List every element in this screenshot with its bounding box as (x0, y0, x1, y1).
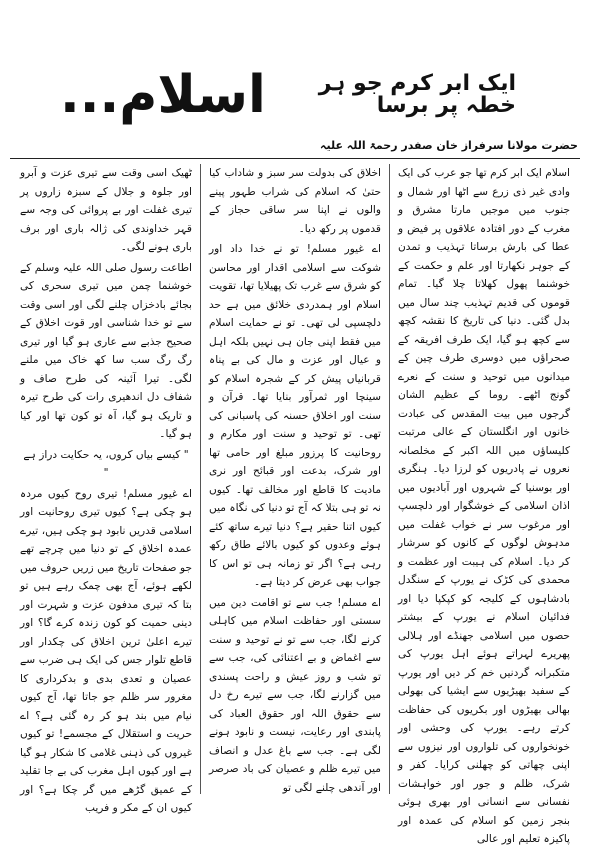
paragraph: ٹھیک اسی وقت سے تیری عزت و آبرو اور جلوہ و جلال کے سبزہ زاروں پر تیری غفلت اور بے پروائی کی وجہ سے قہر خداوندی کی ژالہ باری اور برف باری ہونے لگی۔ (20, 167, 192, 253)
headline-main: اسلام... (60, 65, 266, 125)
byline-author: حضرت مولانا سرفراز خان صفدر رحمۃ اللہ علیہ (320, 139, 578, 152)
column-1 (390, 164, 578, 845)
paragraph: اطاعت رسول صلی اللہ علیہ وسلم کے خوشنما چمن میں تیری سحری کی بجائے بادخزاں چلنے لگی اور اسی وقت سے تو خدا شناسی اور قوت اخلاق کے صحیح جذبے سے عاری ہو گیا اور تیری رگ رگ سب سا کھ خاک میں ملنے لگی۔ تیرا آئینہ کی طرح صاف و شفاف دل اندھیری رات کی طرح تیرہ و تاریک ہو گیا، آہ تو کون تھا اور کیا ہو گیا۔ (20, 261, 192, 440)
headline-subtitle: ایک ابر کرم جو ہر خطہ پر برسا (318, 71, 516, 118)
paragraph: اے غیور مسلم! تو نے خدا داد اور شوکت سے اسلامی اقدار اور محاسن کو شرق سے غرب تک پھیلایا تھا، تقویت اسلام اور ہمدردی خلائق میں ہے حد دلچسپی لی تھی۔ تو نے حمایت اسلام میں فقط اپنی جان ہی نہیں بلکہ اہل و عیال اور عزت و مال کی بے پناہ قربانیاں پیش کر کے شجرہ اسلام کو سینچا اور ثمرآور بنایا تھا۔ قرآن و سنت اور اخلاق حسنہ کی پاسبانی کی تھی۔ تو توحید و سنت اور مکارم و روحانیت کا پرزور مبلغ اور حامی تھا اور شرک، بدعت اور قبائح اور نری مادیت کا قاطع اور مخالف تھا۔ کیوں نہ تو ہی بتلا کہ آج تو دنیا کی نگاہ میں کیوں اتنا حقیر ہے؟ دنیا تیرے ساتھ کئے ہوئے وعدوں کو کیوں بالائے طاق رکھ رہی ہے؟ اگر تو زمانہ ہی تو اس کا جواب بھی عرض کر دیتا ہے۔ (209, 243, 381, 588)
column-2 (201, 164, 390, 794)
paragraph: اے مسلم! جب سے تو اقامت دین میں سستی اور حفاظت اسلام میں کاہلی کرنے لگا، جب سے تو نے توحید و سنت سے اغماض و بے اعتنائی کی، جب سے تو شب و روز عیش و راحت پسندی میں گزارنے لگا، جب سے تیرے رخ دل سے حقوق اللہ اور حقوق العباد کی پابندی اور رعایت، نیست و نابود ہونے لگی ہے۔ جب سے باغ عدل و انصاف میں تیرے ظلم و عصیان کی باد صرصر اور آندھی چلنے لگی تو (209, 596, 381, 794)
paragraph: اخلاق کی بدولت سر سبز و شاداب کیا حتیٰ کہ اسلام کی شراب طہور پینے والوں نے اپنا سر ساقی حجاز کے قدموں پر رکھ دیا۔ (209, 167, 381, 235)
quote-line: " کیسے بیاں کروں، یہ حکایت دراز ہے " (23, 448, 189, 479)
paragraph: اسلام ایک ابر کرم تھا جو عرب کی ایک وادی غیر ذی زرع سے اٹھا اور شمال و جنوب میں موجیں مارتا مشرق و مغرب کے دور افتادہ علاقوں پر فیض و عطا کی بارش برساتا تہذیب و تمدن کے جوہر نکھارتا اور علم و حکمت کے خوشنما پھول کھلاتا چلا گیا۔ تمام قوموں کی قدیم تہذیب چند سال میں بدل گئی۔ دنیا کی تاریخ کا نقشہ کچھ سے کچھ ہو گیا، ایک طرف افریقہ کے صحراؤں میں دوسری طرف چین کے میدانوں میں توحید و سنت کے نعرے گونج اٹھے۔ روما کے عظیم الشان گرجوں میں بیت المقدس کی عبادت خانوں اور انگلستان کے عالی مرتبت کلیساؤں میں اللہ اکبر کے مخلصانہ نعروں نے پادریوں کو لرزا دیا۔ ہنگری اور بوسنیا کے شہروں اور آبادیوں میں اذان اسلامی کے خوشگوار اور دلچسپ اور مرغوب سر نے خواب غفلت میں مدہوش لوگوں کے کانوں کو سرشار کر دیا۔ اسلام کی ہیبت اور عظمت و محمدی کی کڑک نے یورپ کے سنگدل بادشاہوں کے کلیجہ کو کپکپا دیا اور فدائیان اسلام نے یورپ کے بیشتر حصوں میں اسلامی جھنڈے اور ہلالی پھریرے لہراتے ہوئے اہل یورپ کی متکبرانہ گردنیں خم کر دیں اور یورپ کے سفید بھیڑیوں سے ایشیا کی بھولی بھالی بھیڑوں اور بکریوں کی حفاظت کرتے رہے۔ یورپ کی وحشی اور خونخواروں کی تلواروں اور نیزوں سے اپنی چھاتی کو چھلنی کرایا۔ کفر و شرک، ظلم و جور اور خواہشات نفسانی سے انسانی اور بھری ہوئی بنجر زمین کو اسلام کی عمدہ اور پاکیزہ تعلیم اور عالی (398, 167, 570, 845)
column-3 (12, 164, 201, 814)
article-columns (12, 164, 578, 845)
paragraph: اے غیور مسلم! تیری روح کیوں مردہ ہو چکی ہے؟ کیوں تیری روحانیت اور اسلامی قدریں نابود ہو چکی ہیں، تیرے عمدہ اخلاق کے تو دنیا میں چرچے تھے جو صفحات تاریخ میں زریں حروف میں لکھے ہوئے، آج بھی چمک رہے ہیں تو بتا کہ تیری مدفون عزت و شہرت اور دینی حمیت کو کون زندہ کرے گا؟ اور تیرے اعلیٰ ترین اخلاق کی چکدار اور قاطع تلوار جس کی ایک ہی ضرب سے عصیان و تعدی بدی و بدکرداری کا مغرور سر ظلم جو جاتا تھا، آج کیوں نیام میں بند ہو کر رہ گئی ہے؟ اے حریت و استقلال کے مجسمے! تو کیوں غیروں کی ذہنی غلامی کا شکار ہو گیا ہے اور کیوں اہل مغرب کی بے جا تقلید کے عمیق گڑھے میں گر چکا ہے؟ اور کیوں ان کے مکر و فریب (20, 487, 192, 814)
headline (60, 55, 530, 135)
